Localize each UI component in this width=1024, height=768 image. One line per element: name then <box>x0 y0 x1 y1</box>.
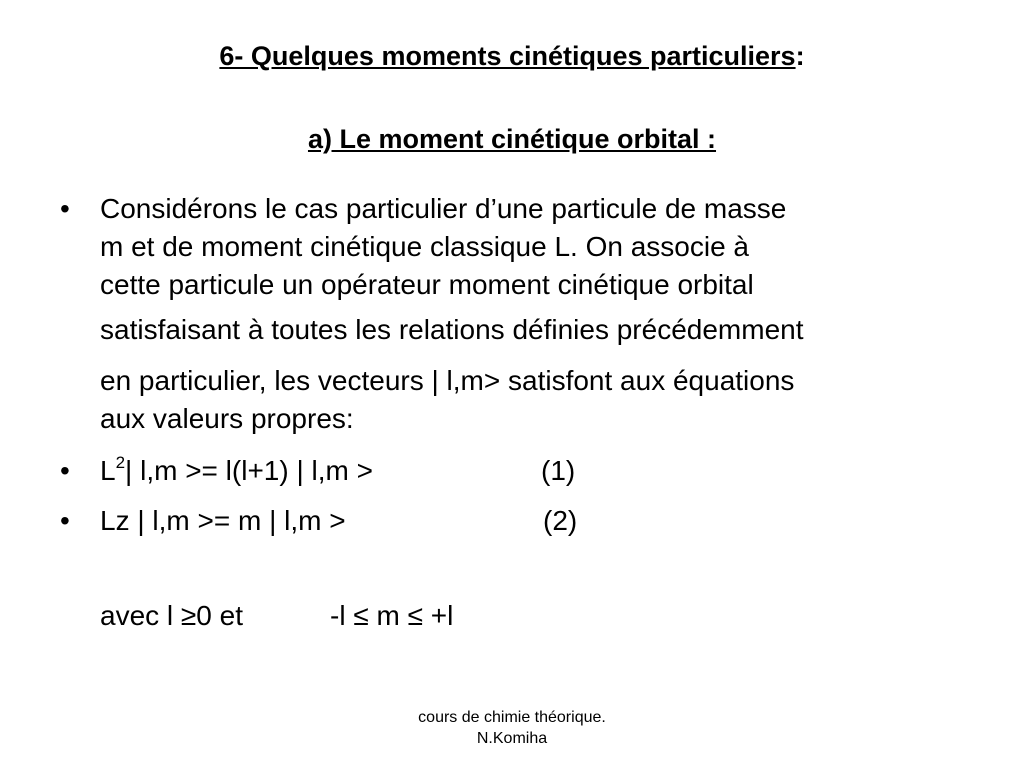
bullet-marker-3: • <box>60 505 70 536</box>
bullet-marker-1: • <box>60 193 70 224</box>
paragraph-line-4: satisfaisant à toutes les relations définies précédemment <box>100 314 804 345</box>
paragraph-line-1: Considérons le cas particulier d’une particule de masse <box>100 193 787 224</box>
slide-title-text: 6- Quelques moments cinétiques particuliers <box>219 41 796 71</box>
equation-1-exponent: 2 <box>115 453 126 472</box>
equation-1-lhs: L <box>100 455 116 486</box>
equation-2: Lz | l,m >= m | l,m > <box>100 505 346 536</box>
equation-1-label: (1) <box>541 455 576 486</box>
paragraph-line-3: cette particule un opérateur moment cinétique orbital <box>100 269 754 300</box>
condition-prefix: avec l ≥0 et <box>100 600 243 631</box>
section-subtitle <box>0 123 1024 155</box>
section-subtitle-text: a) Le moment cinétique orbital : <box>307 124 717 154</box>
equation-1 <box>100 452 373 490</box>
slide-title-colon: : <box>795 41 805 71</box>
paragraph-line-5: en particulier, les vecteurs | l,m> satisfont aux équations <box>100 365 795 396</box>
paragraph-line-2: m et de moment cinétique classique L. On associe à <box>100 231 750 262</box>
bullet-marker-2: • <box>60 455 70 486</box>
slide-title <box>0 40 1024 72</box>
equation-2-label: (2) <box>543 505 578 536</box>
footer-author: N.Komiha <box>476 730 548 747</box>
equation-1-body: | l,m >= l(l+1) | l,m > <box>125 455 373 486</box>
condition-range: -l ≤ m ≤ +l <box>330 600 454 631</box>
paragraph-line-6: aux valeurs propres: <box>100 403 354 434</box>
footer-course: cours de chimie théorique. <box>418 709 606 726</box>
slide-footer <box>0 707 1024 749</box>
